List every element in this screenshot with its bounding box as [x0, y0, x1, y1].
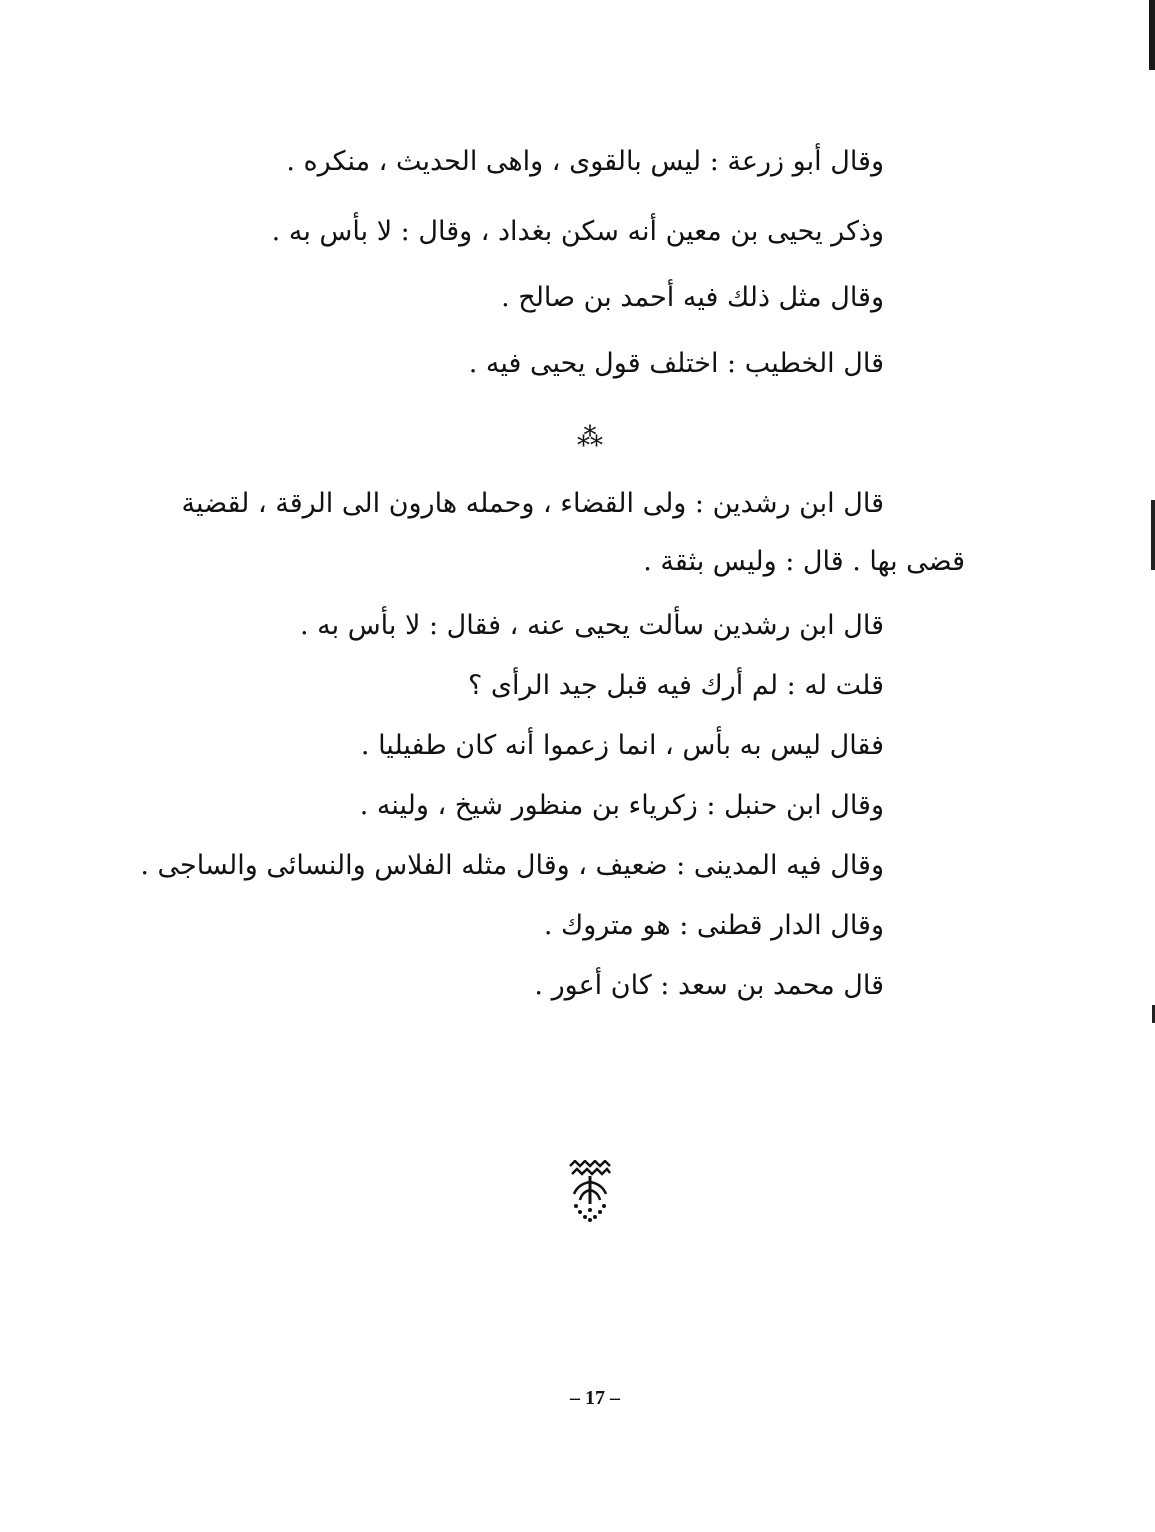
paragraph-line: قضى بها . قال : وليس بثقة . — [643, 546, 965, 577]
text-line: فقال ليس به بأس ، انما زعموا أنه كان طفيليا . — [360, 730, 884, 761]
text-line: وقال ابن حنبل : زكرياء بن منظور شيخ ، ولينه . — [359, 790, 884, 821]
asterism-separator: ⁂ — [577, 423, 603, 453]
binding-edge-mark — [1151, 500, 1155, 570]
floral-ornament-icon — [568, 1160, 612, 1224]
text-line: وقال الدار قطنى : هو متروك . — [543, 910, 884, 941]
text-line: قال الخطيب : اختلف قول يحيى فيه . — [468, 348, 884, 379]
text-line: قال ابن رشدين سألت يحيى عنه ، فقال : لا بأس به . — [299, 610, 884, 641]
text-line: قلت له : لم أرك فيه قبل جيد الرأى ؟ — [467, 670, 884, 701]
text-line: قال محمد بن سعد : كان أعور . — [534, 970, 884, 1001]
text-line: وذكر يحيى بن معين أنه سكن بغداد ، وقال : لا بأس به . — [271, 216, 884, 247]
text-line: وقال مثل ذلك فيه أحمد بن صالح . — [501, 282, 884, 313]
binding-edge-mark — [1149, 0, 1155, 70]
text-line: وقال فيه المدينى : ضعيف ، وقال مثله الفلاس والنسائى والساجى . — [140, 850, 884, 881]
text-line: وقال أبو زرعة : ليس بالقوى ، واهى الحديث ، منكره . — [286, 146, 884, 177]
paragraph-line: قال ابن رشدين : ولى القضاء ، وحمله هارون الى الرقة ، لقضية — [181, 488, 884, 519]
page-number: – 17 – — [570, 1387, 620, 1409]
